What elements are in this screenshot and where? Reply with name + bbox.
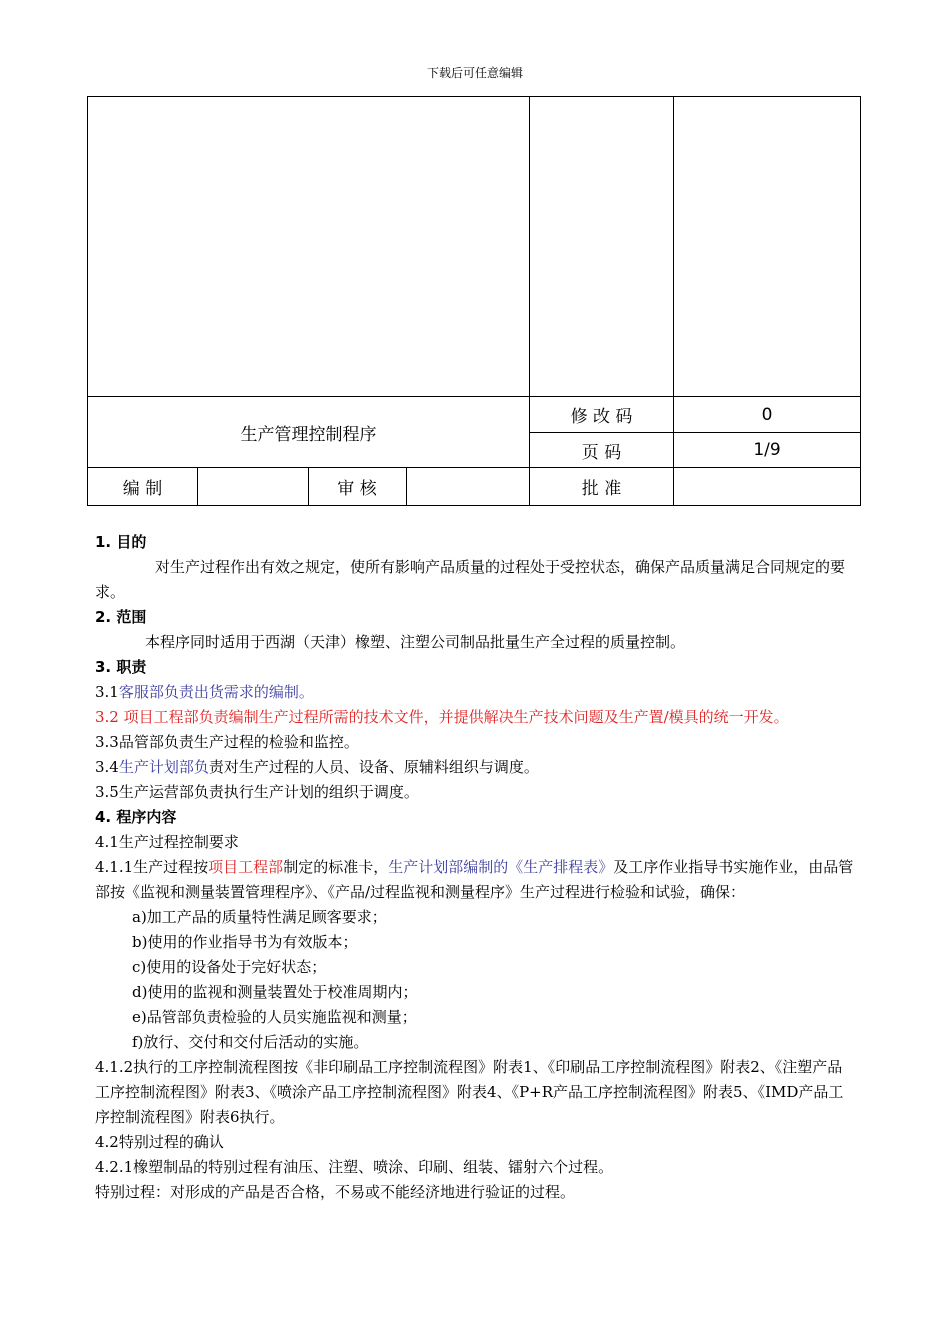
list-item: b)使用的作业指导书为有效版本； — [132, 933, 358, 951]
responsibility-item: 3.2 项目工程部负责编制生产过程所需的技术文件，并提供解决生产技术问题及生产置/模具的统一开发。 — [95, 708, 789, 726]
paragraph: 对生产过程作出有效之规定，使所有影响产品质量的过程处于受控状态，确保产品质量满足合同规定的要求。 — [95, 558, 846, 601]
list-item: e)品管部负责检验的人员实施监视和测量； — [132, 1008, 417, 1026]
approved-label: 批 准 — [581, 479, 622, 499]
header-watermark: 下载后可任意编辑 — [426, 66, 523, 80]
paragraph: 本程序同时适用于西湖（天津）橡塑、注塑公司制品批量生产全过程的质量控制。 — [145, 633, 686, 651]
paragraph: 4.2特别过程的确认 — [95, 1133, 224, 1151]
divider — [88, 467, 860, 468]
paragraph — [95, 855, 855, 905]
item-number: 3.1 — [95, 683, 119, 701]
document-title: 生产管理控制程序 — [240, 424, 377, 445]
revision-label: 修 改 码 — [570, 407, 633, 427]
responsibility-item: 3.5生产运营部负责执行生产计划的组织于调度。 — [95, 783, 419, 801]
title-block — [87, 96, 861, 506]
page-value: 1/9 — [753, 440, 781, 460]
page-label: 页 码 — [581, 442, 622, 463]
text-run: 4.1.1生产过程按 — [95, 858, 209, 876]
revision-value: 0 — [761, 404, 773, 425]
highlight-text: 生产计划部编制的《生产排程表》 — [388, 858, 614, 876]
text-run: 及工序作业指导书实施作业，由品管部按《监视和测量装置管理程序》、《产品/过程监视和测量程序》生产过程进行检验和试验，确保： — [95, 858, 854, 901]
section-heading: 3. 职责 — [95, 658, 147, 676]
prepared-label: 编 制 — [122, 479, 163, 499]
item-text: 责对生产过程的人员、设备、原辅料组织与调度。 — [208, 758, 539, 776]
highlight-text: 生产计划部负 — [118, 758, 209, 776]
document-body — [95, 530, 855, 1205]
list-item: d)使用的监视和测量装置处于校准周期内； — [132, 983, 418, 1001]
section-heading: 1. 目的 — [95, 533, 147, 551]
paragraph: 4.1.2执行的工序控制流程图按《非印刷品工序控制流程图》附表1、《印刷品工序控制流程图》附表2、《注塑产品工序控制流程图》附表3、《喷涂产品工序控制流程图》附表4、《P+R产品工序控制流程图》附表5、《IMD产品工序控制流程图》附表6执行。 — [95, 1058, 844, 1126]
highlight-text: 客服部负责出货需求的编制。 — [118, 683, 314, 701]
section-heading: 2. 范围 — [95, 608, 147, 626]
responsibility-item: 3.3品管部负责生产过程的检验和监控。 — [95, 733, 359, 751]
responsibility-item — [95, 755, 855, 780]
highlight-text: 项目工程部 — [208, 858, 284, 876]
paragraph: 4.2.1橡塑制品的特别过程有油压、注塑、喷涂、印刷、组装、镭射六个过程。 — [95, 1158, 614, 1176]
responsibility-item — [95, 680, 855, 705]
divider — [197, 467, 198, 505]
list-item: f)放行、交付和交付后活动的实施。 — [132, 1033, 369, 1051]
list-item: a)加工产品的质量特性满足顾客要求； — [132, 908, 387, 926]
reviewed-label: 审 核 — [337, 479, 377, 499]
item-number: 3.4 — [95, 758, 119, 776]
divider — [406, 467, 407, 505]
section-heading: 4. 程序内容 — [95, 808, 177, 826]
list-item: c)使用的设备处于完好状态； — [132, 958, 327, 976]
text-run: 制定的标准卡， — [283, 858, 389, 876]
paragraph: 4.1生产过程控制要求 — [95, 833, 239, 851]
paragraph: 特别过程：对形成的产品是否合格，不易或不能经济地进行验证的过程。 — [95, 1183, 576, 1201]
